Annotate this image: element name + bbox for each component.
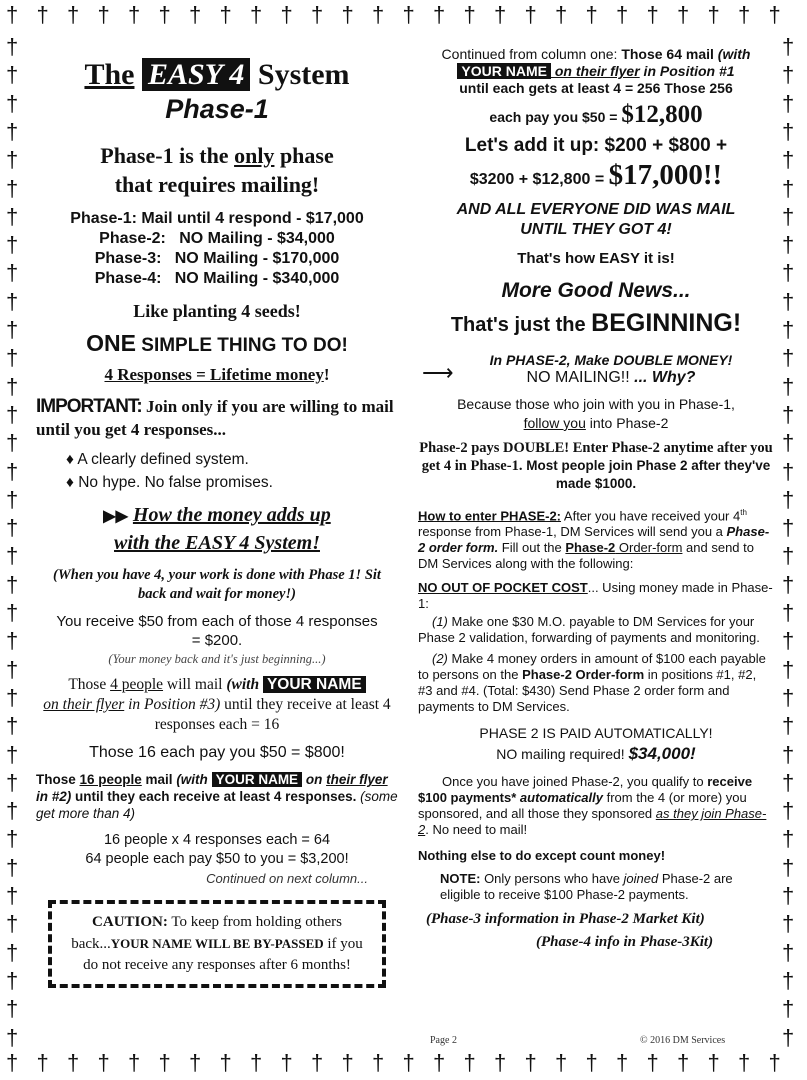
palm-tree-icon: † (782, 571, 795, 597)
palm-tree-icon: † (463, 2, 476, 27)
receive-50: You receive $50 from each of those 4 responses = $200. (56, 613, 378, 649)
text: receive $100 payments* (418, 774, 753, 806)
palm-tree-icon: † (782, 260, 795, 286)
palm-tree-icon: † (782, 684, 795, 710)
palm-tree-icon: † (494, 2, 507, 27)
palm-tree-icon: † (707, 1050, 720, 1075)
palm-tree-icon: † (372, 1050, 385, 1075)
palm-tree-icon: † (6, 345, 19, 371)
text: on their flyer (43, 696, 125, 713)
palm-tree-icon: † (6, 826, 19, 852)
copyright: © 2016 DM Services (640, 1035, 726, 1046)
text: their flyer (326, 772, 388, 787)
text: th (740, 508, 747, 517)
bullet-item: ♦ A clearly defined system. (66, 451, 249, 468)
text: follow you (523, 415, 586, 431)
phase4-info: (Phase-4 info in Phase-3Kit) (536, 934, 714, 951)
text: Those (68, 676, 111, 693)
text: Once you have joined Phase-2, you qualify to (442, 774, 708, 790)
bullet-text: A clearly defined system. (77, 451, 249, 468)
your-name-box: YOUR NAME (212, 772, 303, 787)
palm-tree-icon: † (555, 1050, 568, 1075)
one-simple-thing (36, 330, 398, 357)
phase-list (36, 209, 398, 289)
lifetime-money-mark: ! (323, 365, 330, 384)
no-mailing-required (418, 744, 774, 764)
text: (with (226, 676, 263, 693)
palm-tree-icon: † (782, 458, 795, 484)
text: ... Why? (629, 369, 696, 386)
palm-tree-icon: † (6, 967, 19, 993)
text: NO MAILING!! (526, 369, 630, 386)
palm-tree-icon: † (36, 1050, 49, 1075)
palm-tree-icon: † (782, 826, 795, 852)
palm-tree-icon: † (768, 1050, 781, 1075)
amount-34000: $34,000! (628, 744, 696, 764)
phase3-info: (Phase-3 information in Phase-2 Market Kit) (426, 911, 705, 928)
palm-tree-icon: † (280, 1050, 293, 1075)
palm-tree-icon: † (6, 317, 19, 342)
text: each pay you $50 = (489, 109, 622, 125)
calc-block (36, 831, 398, 869)
add-up-line1: Let's add it up: $200 + $800 + (464, 135, 728, 156)
palm-tree-icon: † (6, 600, 19, 625)
text: Those (36, 772, 80, 787)
your-name-box: YOUR NAME (263, 676, 366, 693)
add-up-line2 (418, 159, 774, 192)
intro-text-c: phase (274, 143, 334, 168)
text: joined (623, 871, 659, 887)
palm-tree-icon: † (280, 2, 293, 27)
money-heading-line2: with the EASY 4 System! (114, 532, 320, 554)
everyone-line1: AND ALL EVERYONE DID WAS MAIL (456, 201, 736, 218)
phase-2-line: Phase-2: NO Mailing - $34,000 (99, 230, 335, 247)
palm-tree-icon: † (6, 147, 19, 173)
intro-line2: that requires mailing! (114, 172, 320, 197)
palm-tree-icon: † (402, 2, 415, 27)
palm-tree-icon: † (97, 2, 110, 27)
text: How to enter PHASE-2: (418, 508, 562, 524)
palm-tree-icon: † (463, 1050, 476, 1075)
palm-tree-icon: † (6, 939, 19, 965)
text: until they each receive at least 4 responses. (71, 789, 357, 804)
palm-tree-icon: † (6, 515, 19, 541)
howto-para (418, 505, 774, 572)
caution-text: if you do not receive any responses after 6 months! (83, 936, 363, 973)
everyone-line2: UNTIL THEY GOT 4! (520, 221, 672, 238)
intro-text-a: Phase-1 is the (100, 143, 235, 168)
palm-tree-icon: † (6, 1024, 19, 1050)
palm-tree-icon: † (97, 1050, 110, 1075)
planting-seeds: Like planting 4 seeds! (133, 301, 301, 321)
palm-tree-icon: † (6, 430, 19, 456)
palm-tree-icon: † (311, 2, 324, 27)
palm-tree-icon: † (782, 373, 795, 399)
palm-tree-icon: † (6, 1050, 19, 1075)
everyone-mail (418, 200, 774, 240)
palm-tree-icon: † (219, 1050, 232, 1075)
palm-tree-icon: † (782, 232, 795, 258)
text: NO OUT OF POCKET COST (418, 580, 588, 596)
palm-tree-icon: † (6, 62, 19, 88)
text: Phase-2 are eligible to receive $100 Phase-2 payments. (440, 871, 733, 903)
phase-1-line: Phase-1: Mail until 4 respond - $17,000 (70, 210, 364, 227)
palm-tree-icon: † (782, 769, 795, 795)
palm-tree-icon: † (768, 2, 781, 27)
palm-tree-icon: † (782, 543, 795, 569)
palm-tree-icon: † (782, 1024, 795, 1050)
palm-tree-icon: † (6, 2, 19, 27)
when-four-note: (When you have 4, your work is done with Phase 1! Sit back and wait for money!) (53, 567, 381, 602)
palm-tree-icon: † (219, 2, 232, 27)
palm-tree-icon: † (128, 1050, 141, 1075)
palm-tree-icon: † (6, 741, 19, 767)
palm-tree-icon: † (677, 1050, 690, 1075)
continued-from-para (418, 46, 774, 97)
palm-tree-icon: † (6, 373, 19, 399)
step-2 (418, 651, 774, 715)
title-highlight: EASY 4 (142, 58, 250, 91)
palm-tree-icon: † (433, 1050, 446, 1075)
qualify-para (418, 774, 774, 838)
text: response from Phase-1, DM Services will send you a (418, 524, 727, 540)
text: will mail (163, 676, 227, 693)
one-rest: SIMPLE THING TO DO! (136, 335, 348, 356)
palm-tree-icon: † (782, 996, 795, 1022)
how-easy: That's how EASY it is! (517, 250, 675, 267)
more-good-news: More Good News... (501, 279, 691, 302)
palm-tree-icon: † (372, 2, 385, 27)
bullet-item: ♦ No hype. No false promises. (66, 474, 273, 491)
palm-tree-icon: † (6, 260, 19, 286)
palm-tree-icon: † (6, 996, 19, 1022)
text: in #2) (36, 789, 72, 804)
palm-tree-icon: † (782, 741, 795, 767)
important-note (36, 395, 398, 441)
text: That's just the (450, 314, 592, 336)
palm-tree-icon: † (67, 1050, 80, 1075)
palm-tree-icon: † (6, 458, 19, 484)
text: (with (176, 772, 212, 787)
note-para (418, 871, 774, 903)
palm-tree-icon: † (782, 90, 795, 116)
caution-label: CAUTION: (92, 914, 168, 930)
text: on their flyer (550, 63, 640, 79)
palm-tree-icon: † (6, 883, 19, 908)
text: Make 4 money orders in amount of $100 each payable to persons on the (418, 651, 766, 683)
palm-tree-icon: † (782, 967, 795, 993)
palm-tree-icon: † (782, 713, 795, 739)
palm-tree-icon: † (6, 571, 19, 597)
text: until each gets at least 4 = 256 Those 256 (459, 80, 733, 96)
text: Only persons who have (480, 871, 624, 887)
caution-text: To keep from holding others back... (71, 914, 342, 952)
text: and send to DM Services along with the following: (418, 540, 754, 572)
auto-paid: PHASE 2 IS PAID AUTOMATICALLY! (479, 725, 713, 742)
text: Those 64 mail (621, 46, 718, 62)
palm-tree-icon: † (6, 713, 19, 739)
bullet-text: No hype. No false promises. (78, 474, 273, 491)
palm-tree-icon: † (6, 656, 19, 682)
palm-tree-icon: † (189, 2, 202, 27)
double-arrow-icon: ▶▶ (103, 508, 128, 525)
palm-tree-icon: † (6, 628, 19, 654)
palm-tree-icon: † (341, 1050, 354, 1075)
palm-tree-icon: † (782, 345, 795, 371)
palm-tree-icon: † (494, 1050, 507, 1075)
palm-tree-icon: † (524, 1050, 537, 1075)
text: as they join Phase-2 (418, 806, 767, 838)
text: in Position #1 (639, 63, 735, 79)
phase-heading: Phase-1 (165, 94, 269, 124)
palm-tree-icon: † (782, 203, 795, 229)
palm-tree-icon: † (782, 175, 795, 201)
palm-tree-icon: † (782, 515, 795, 541)
palm-tree-icon: † (782, 118, 795, 144)
four-people-para (36, 675, 398, 735)
text: into Phase-2 (585, 415, 669, 431)
text: in positions #1, #2, #3 and #4. (Total: $430) Send Phase 2 order form and payments to DM Services. (418, 667, 757, 715)
palm-tree-icon: † (6, 203, 19, 229)
text: Continued from column one: (441, 46, 622, 62)
palm-tree-icon: † (782, 401, 795, 427)
text: on (302, 772, 323, 787)
intro-only: only (234, 143, 275, 168)
text: Phase-2 (565, 540, 616, 556)
text: (with (717, 46, 751, 62)
text: NO mailing required! (496, 746, 629, 763)
pay-12800 (418, 101, 774, 129)
caution-bypass: YOUR NAME WILL BE BY-PASSED (110, 936, 324, 951)
palm-tree-icon: † (782, 34, 795, 59)
palm-tree-icon: † (646, 2, 659, 27)
caution-box (48, 900, 386, 988)
palm-tree-icon: † (6, 34, 19, 59)
palm-tree-icon: † (782, 430, 795, 456)
system-title (36, 58, 398, 92)
money-heading-line1: How the money adds up (132, 504, 331, 526)
text: 16 people (79, 772, 142, 787)
palm-tree-icon: † (782, 656, 795, 682)
palm-tree-icon: † (433, 2, 446, 27)
text: Make one $30 M.O. payable to DM Services for your Phase 2 validation, forwarding of payments and monitoring. (418, 614, 760, 646)
lifetime-money (36, 365, 398, 385)
palm-tree-icon: † (189, 1050, 202, 1075)
text: Fill out the (498, 540, 566, 556)
text: mail (141, 772, 177, 787)
one-word: ONE (86, 330, 136, 356)
text: NOTE: (440, 871, 481, 887)
text: Phase-2 Order-form (522, 667, 645, 683)
right-arrow-icon: ⟶ (422, 360, 454, 385)
palm-tree-icon: † (782, 628, 795, 654)
palm-tree-icon: † (585, 2, 598, 27)
palm-tree-icon: † (36, 2, 49, 27)
amount-12800: $12,800 (621, 101, 703, 128)
palm-tree-icon: † (782, 911, 795, 937)
right-column (418, 46, 774, 951)
phase-4-line: Phase-4: NO Mailing - $340,000 (94, 270, 340, 287)
palm-tree-icon: † (782, 147, 795, 173)
text: in Position #3) (124, 696, 221, 713)
text: ... Using money made in Phase-1: (418, 580, 773, 612)
important-label: IMPORTANT: (36, 396, 142, 417)
palm-tree-icon: † (707, 2, 720, 27)
text: (1) (432, 614, 448, 630)
beginning-word: BEGINNING! (591, 309, 742, 337)
palm-tree-icon: † (616, 1050, 629, 1075)
pays-double-para (418, 439, 774, 493)
palm-tree-icon: † (782, 600, 795, 625)
text: Phase-2 pays DOUBLE! Enter Phase-2 anytime after you get 4 in Phase-1. (419, 440, 773, 474)
calc-line2: 64 people each pay $50 to you = $3,200! (85, 851, 349, 867)
lifetime-money-text: 4 Responses = Lifetime money (104, 365, 324, 384)
palm-tree-icon: † (782, 62, 795, 88)
title-suffix: System (257, 58, 350, 91)
palm-tree-icon: † (6, 401, 19, 427)
palm-tree-icon: † (782, 883, 795, 908)
palm-tree-icon: † (6, 543, 19, 569)
intro-heading (36, 141, 398, 199)
palm-tree-icon: † (6, 854, 19, 880)
palm-tree-icon: † (158, 1050, 171, 1075)
palm-tree-icon: † (782, 939, 795, 965)
palm-tree-icon: † (677, 2, 690, 27)
money-heading (36, 502, 398, 556)
palm-tree-icon: † (402, 1050, 415, 1075)
palm-tree-icon: † (6, 486, 19, 512)
your-name-box: YOUR NAME (457, 63, 551, 79)
palm-tree-icon: † (585, 1050, 598, 1075)
palm-tree-icon: † (128, 2, 141, 27)
palm-tree-icon: † (782, 798, 795, 824)
just-beginning (418, 309, 774, 338)
palm-tree-icon: † (6, 288, 19, 314)
palm-tree-icon: † (67, 2, 80, 27)
palm-tree-icon: † (524, 2, 537, 27)
text: After you have received your 4 (561, 508, 741, 524)
palm-tree-icon: † (250, 1050, 263, 1075)
text: Most people join Phase 2 after they've made $1000. (522, 458, 771, 491)
text: until they receive at least 4 responses each = 16 (154, 696, 391, 733)
amount-17000: $17,000!! (608, 159, 723, 191)
palm-tree-icon: † (6, 175, 19, 201)
continued-next: Continued on next column... (206, 871, 368, 886)
palm-tree-icon: † (646, 1050, 659, 1075)
palm-tree-icon: † (158, 2, 171, 27)
important-text: Join only if you are willing to mail until you get 4 responses... (36, 397, 394, 439)
text: . No need to mail! (425, 822, 528, 838)
palm-tree-icon: † (6, 118, 19, 144)
phase2-double: In PHASE-2, Make DOUBLE MONEY! (489, 352, 733, 368)
palm-tree-icon: † (6, 90, 19, 116)
palm-tree-icon: † (6, 911, 19, 937)
text: from the 4 (or more) you sponsored, and all those they sponsored (418, 790, 747, 822)
text: Because those who join with you in Phase-1, (457, 396, 735, 412)
palm-tree-icon: † (738, 1050, 751, 1075)
palm-tree-icon: † (6, 798, 19, 824)
text: automatically (519, 790, 603, 806)
phase-3-line: Phase-3: NO Mailing - $170,000 (94, 250, 340, 267)
title-prefix: The (84, 58, 135, 91)
text: 4 people (110, 676, 164, 693)
palm-tree-icon: † (782, 486, 795, 512)
sixteen-people-para (36, 771, 398, 822)
palm-tree-icon: † (6, 232, 19, 258)
text: (some get more than 4) (36, 789, 398, 821)
palm-tree-icon: † (782, 317, 795, 342)
palm-tree-icon: † (311, 1050, 324, 1075)
nothing-else: Nothing else to do except count money! (418, 848, 666, 864)
palm-tree-icon: † (6, 684, 19, 710)
calc-line1: 16 people x 4 responses each = 64 (103, 832, 331, 848)
left-column (36, 38, 398, 988)
palm-tree-icon: † (6, 769, 19, 795)
palm-tree-icon: † (555, 2, 568, 27)
palm-tree-icon: † (782, 288, 795, 314)
because-para (418, 395, 774, 433)
text: $3200 + $12,800 = (469, 171, 609, 188)
page-number: Page 2 (430, 1035, 457, 1046)
palm-tree-icon: † (341, 2, 354, 27)
palm-tree-icon: † (738, 2, 751, 27)
palm-tree-icon: † (250, 2, 263, 27)
text: Phase-2 order form. (418, 524, 770, 556)
text: Order-form (615, 540, 683, 556)
text: (2) (432, 651, 448, 667)
oop-para (418, 580, 774, 612)
palm-tree-icon: † (782, 854, 795, 880)
palm-tree-icon: † (616, 2, 629, 27)
step-1 (418, 614, 774, 646)
money-back-note: (Your money back and it's just beginning...) (108, 652, 326, 666)
sixteen-pay: Those 16 each pay you $50 = $800! (89, 744, 345, 761)
